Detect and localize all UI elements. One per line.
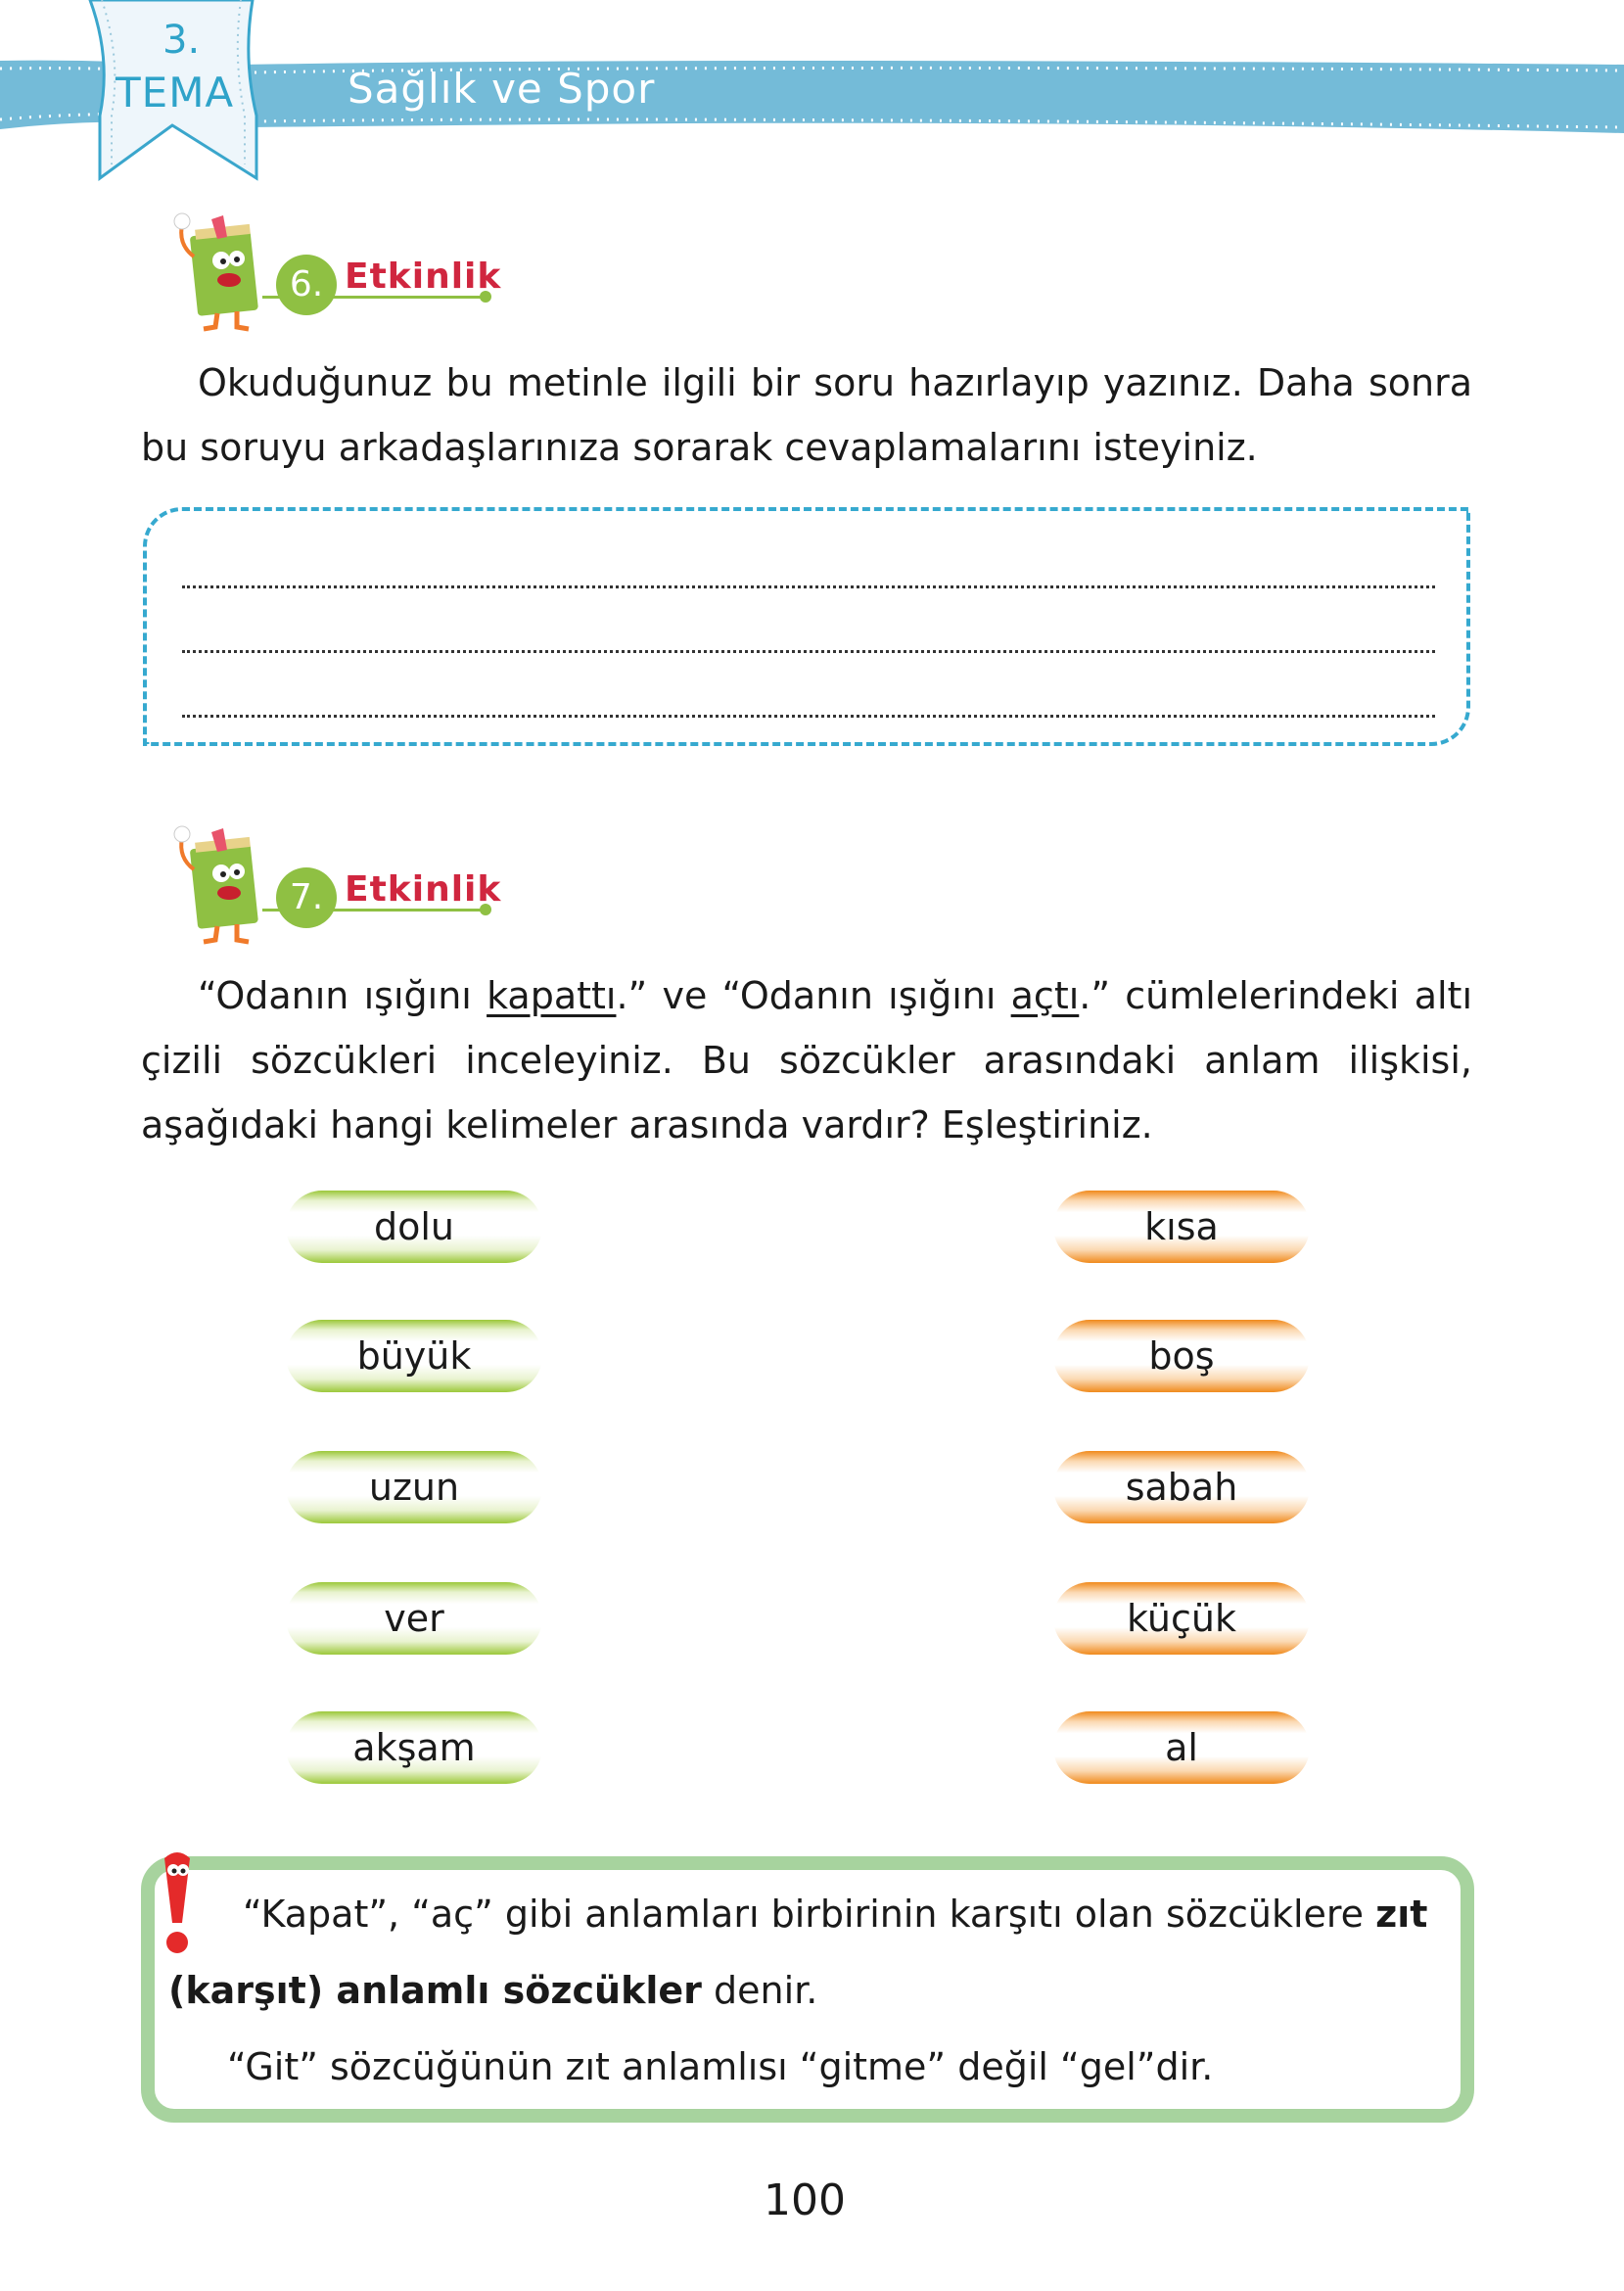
info-text-span: “Kapat”, “aç” gibi anlamları birbirinin karşıtı olan sözcüklere — [243, 1893, 1376, 1936]
right-word-pill[interactable]: boş — [1053, 1320, 1310, 1392]
info-line-3: “Git” sözcüğünün zıt anlamlısı “gitme” değil “gel”dir. — [227, 2045, 1214, 2088]
activity-7-header — [164, 818, 517, 946]
left-word-pill[interactable]: dolu — [286, 1191, 542, 1263]
left-word-pill[interactable]: ver — [286, 1582, 542, 1655]
right-word-pill[interactable]: kısa — [1053, 1191, 1310, 1263]
left-word-pill[interactable]: uzun — [286, 1451, 542, 1523]
theme-title: Sağlık ve Spor — [348, 65, 656, 113]
activity-number-badge: 6. — [276, 255, 337, 315]
theme-number: 3. — [162, 18, 201, 63]
info-bold-term: zıt — [1375, 1893, 1428, 1936]
activity-number-badge: 7. — [276, 867, 337, 928]
info-line-2 — [168, 1952, 1439, 2029]
info-bold-term: (karşıt) anlamlı sözcükler — [168, 1969, 702, 2012]
underlined-word-kapatti: kapattı — [487, 974, 617, 1017]
book-mascot-icon — [164, 818, 272, 946]
quote-text: .” ve “Odanın ışığını — [616, 974, 1011, 1017]
page-number: 100 — [764, 2175, 846, 2225]
info-text-span: denir. — [701, 1969, 818, 2012]
activity-6-header — [164, 206, 517, 333]
left-word-pill[interactable]: büyük — [286, 1320, 542, 1392]
activity-label: Etkinlik — [345, 257, 502, 297]
left-word-pill[interactable]: akşam — [286, 1711, 542, 1784]
activity-label: Etkinlik — [345, 869, 502, 910]
info-text — [170, 1876, 1439, 2105]
activity-7-instruction — [141, 963, 1472, 1157]
theme-label: TEMA — [116, 69, 235, 117]
quote-text: “Odanın ışığını — [198, 974, 487, 1017]
instruction-text: .” cümlelerindeki altı çizili sözcükleri inceleyiniz. Bu sözcükler arasındaki anlam ilişkisi, aşağıdaki hangi kelimeler arasında vardır? Eşleştiriniz. — [141, 974, 1473, 1146]
right-word-pill[interactable]: küçük — [1053, 1582, 1310, 1655]
answer-line-1[interactable] — [182, 585, 1435, 588]
answer-line-3[interactable] — [182, 715, 1435, 718]
answer-line-2[interactable] — [182, 650, 1435, 653]
theme-ribbon — [0, 0, 1624, 196]
answer-box — [143, 507, 1470, 746]
right-word-pill[interactable]: sabah — [1053, 1451, 1310, 1523]
activity-6-instruction: Okuduğunuz bu metinle ilgili bir soru hazırlayıp yazınız. Daha sonra bu soruyu arkadaşlarınıza sorarak cevaplamalarını isteyiniz. — [141, 361, 1472, 469]
underlined-word-acti: açtı — [1010, 974, 1080, 1017]
book-mascot-icon — [164, 206, 272, 333]
info-line-1 — [170, 1876, 1439, 1952]
right-word-pill[interactable]: al — [1053, 1711, 1310, 1784]
